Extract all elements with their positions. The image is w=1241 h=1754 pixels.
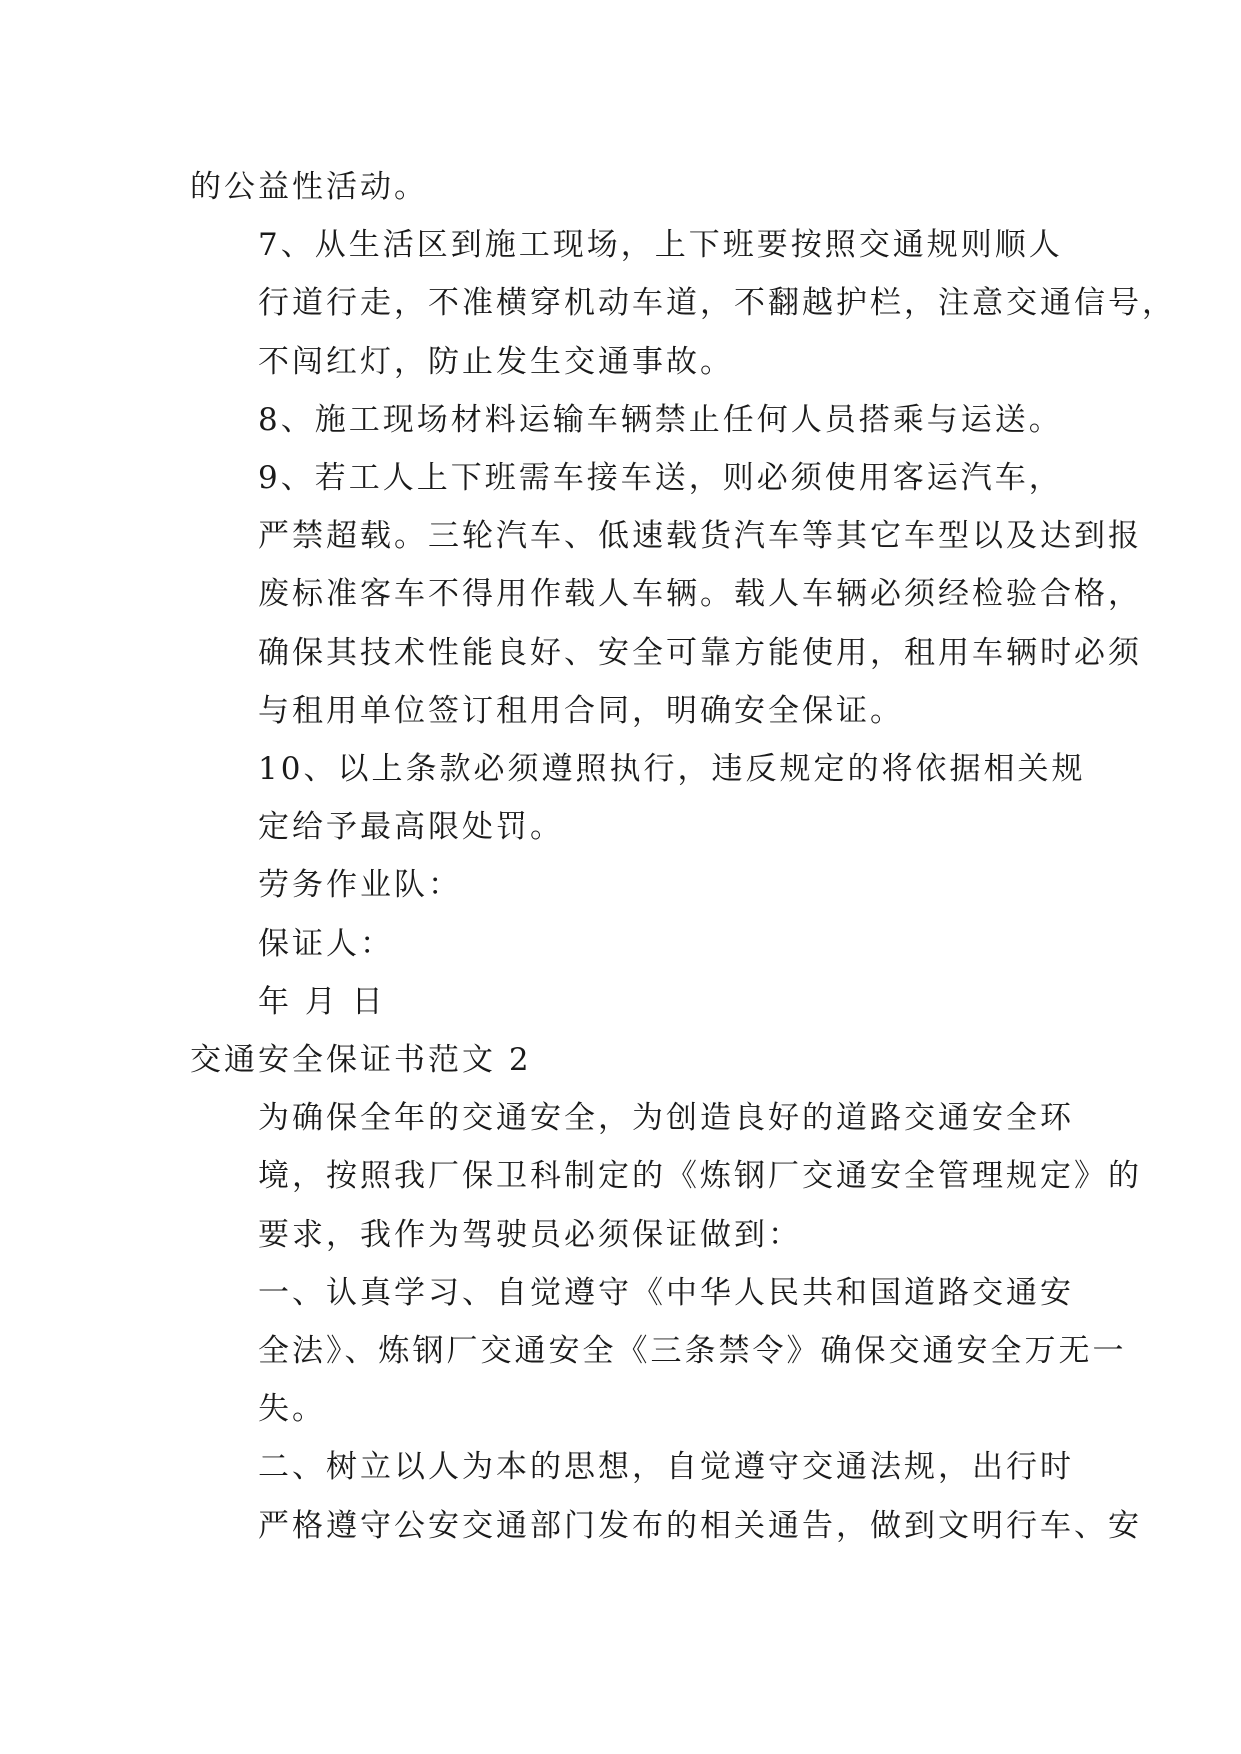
paragraph bbox=[190, 1031, 1050, 1089]
text-line: 要求，我作为驾驶员必须保证做到： bbox=[258, 1216, 802, 1253]
text-line: 严格遵守公安交通部门发布的相关通告，做到文明行车、安 bbox=[258, 1507, 1142, 1544]
text-line: 交通安全保证书范文 2 bbox=[190, 1042, 532, 1079]
text-line: 为确保全年的交通安全，为创造良好的道路交通安全环 bbox=[258, 1100, 1074, 1137]
text-line: 年 月 日 bbox=[258, 983, 386, 1020]
text-line: 二、树立以人为本的思想，自觉遵守交通法规，出行时 bbox=[258, 1449, 1074, 1486]
paragraph bbox=[190, 158, 1050, 216]
text-line: 10、以上条款必须遵照执行，违反规定的将依据相关规 bbox=[258, 751, 1086, 788]
text-line: 9、若工人上下班需车接车送，则必须使用客运汽车， bbox=[258, 460, 1063, 497]
paragraph bbox=[190, 1089, 1142, 1264]
text-line: 不闯红灯，防止发生交通事故。 bbox=[258, 343, 734, 380]
text-line: 废标准客车不得用作载人车辆。载人车辆必须经检验合格， bbox=[258, 576, 1142, 613]
text-line: 全法》、炼钢厂交通安全《三条禁令》确保交通安全万无一 bbox=[258, 1333, 1127, 1370]
text-line: 一、认真学习、自觉遵守《中华人民共和国道路交通安 bbox=[258, 1274, 1074, 1311]
paragraph bbox=[190, 1264, 1127, 1439]
text-line: 定给予最高限处罚。 bbox=[258, 809, 564, 846]
text-line: 确保其技术性能良好、安全可靠方能使用，租用车辆时必须 bbox=[258, 634, 1142, 671]
paragraph bbox=[190, 740, 1086, 856]
text-line: 境，按照我厂保卫科制定的《炼钢厂交通安全管理规定》的 bbox=[258, 1158, 1142, 1195]
paragraph bbox=[190, 1438, 1142, 1554]
paragraph bbox=[190, 856, 1050, 914]
text-line: 严禁超载。三轮汽车、低速载货汽车等其它车型以及达到报 bbox=[258, 518, 1142, 555]
text-line: 与租用单位签订租用合同，明确安全保证。 bbox=[258, 692, 904, 729]
paragraph bbox=[190, 973, 1050, 1031]
paragraph bbox=[190, 216, 1176, 391]
text-line: 8、施工现场材料运输车辆禁止任何人员搭乘与运送。 bbox=[258, 401, 1063, 438]
paragraph bbox=[190, 391, 1063, 449]
paragraph bbox=[190, 915, 1050, 973]
text-line: 7、从生活区到施工现场，上下班要按照交通规则顺人 bbox=[258, 227, 1063, 264]
text-line: 劳务作业队： bbox=[258, 867, 462, 904]
document-body bbox=[190, 158, 1176, 1555]
text-line: 的公益性活动。 bbox=[190, 169, 428, 205]
text-line: 保证人： bbox=[258, 925, 394, 962]
text-line: 失。 bbox=[258, 1391, 326, 1428]
paragraph bbox=[190, 449, 1142, 740]
text-line: 行道行走，不准横穿机动车道，不翻越护栏，注意交通信号， bbox=[258, 285, 1176, 322]
